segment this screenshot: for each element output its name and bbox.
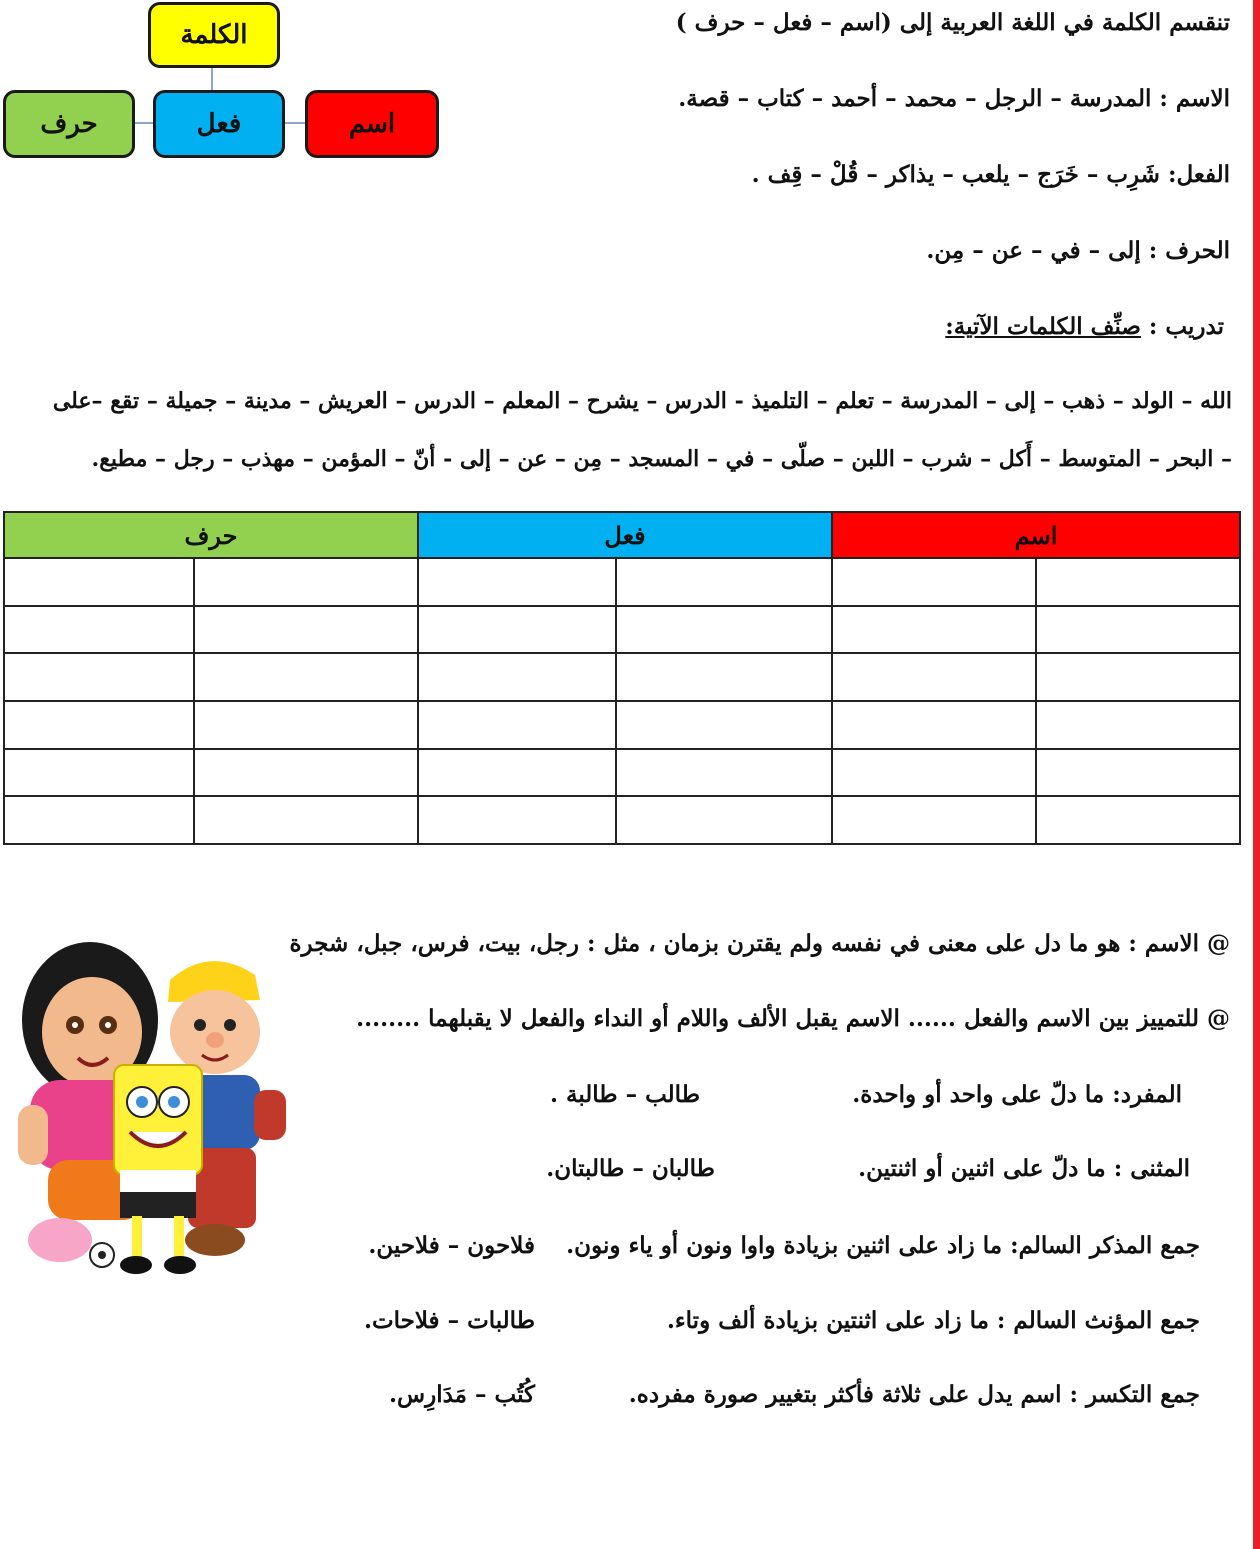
header-fel: فعل <box>418 512 832 558</box>
table-cell[interactable] <box>194 606 418 654</box>
table-row <box>4 701 1240 749</box>
table-cell[interactable] <box>194 558 418 606</box>
table-cell[interactable] <box>4 606 194 654</box>
table-cell[interactable] <box>194 796 418 844</box>
diagram-connector-vertical <box>211 68 213 90</box>
table-header-row <box>4 512 1240 558</box>
note-row-label: جمع التكسر : اسم يدل على ثلاثة فأكثر بتغيير صورة مفرده. <box>628 1381 1200 1408</box>
note-ism-definition: @ الاسم : هو ما دل على معنى في نفسه ولم يقترن بزمان ، مثل : رجل، بيت، فرس، جبل، شجرة <box>289 930 1230 957</box>
table-cell[interactable] <box>194 701 418 749</box>
table-row <box>4 749 1240 797</box>
diagram-connector-right <box>284 122 306 124</box>
intro-ism: الاسم : المدرسة – الرجل – محمد – أحمد – كتاب – قصة. <box>678 85 1230 112</box>
table-row <box>4 606 1240 654</box>
table-cell[interactable] <box>1036 749 1240 797</box>
table-cell[interactable] <box>616 701 832 749</box>
page-edge-line <box>1253 0 1260 1549</box>
exercise-words-line1: الله – الولد – ذهب – إلى – المدرسة – تعلم – التلميذ - الدرس – يشرح – المعلم – الدرس – العريش – مدينة – جميلة – تقع –على <box>52 388 1232 414</box>
table-cell[interactable] <box>832 796 1036 844</box>
table-cell[interactable] <box>1036 701 1240 749</box>
table-cell[interactable] <box>418 749 616 797</box>
note-row-example: طالب – طالبة . <box>549 1081 700 1108</box>
diagram-root-label: الكلمة <box>180 20 248 50</box>
sponge-toy <box>114 1065 202 1175</box>
table-cell[interactable] <box>832 749 1036 797</box>
table-cell[interactable] <box>832 558 1036 606</box>
exercise-words-line2: – البحر – المتوسط – أَكل – شرب – اللبن – صلّى – في – المسجد – مِن – عن – إلى - أنّ – المؤمن – مهذب – رجل – مطيع. <box>91 446 1232 472</box>
diagram-fel-box <box>153 90 285 158</box>
table-cell[interactable] <box>832 701 1036 749</box>
intro-line: تنقسم الكلمة في اللغة العربية إلى (اسم – فعل – حرف ) <box>675 9 1230 36</box>
header-ism: اسم <box>832 512 1240 558</box>
diagram-ism-label: اسم <box>348 109 396 139</box>
diagram-harf-label: حرف <box>40 109 98 139</box>
toys-image <box>10 920 300 1280</box>
table-cell[interactable] <box>194 653 418 701</box>
table-cell[interactable] <box>418 796 616 844</box>
table-cell[interactable] <box>4 701 194 749</box>
table-cell[interactable] <box>616 558 832 606</box>
table-cell[interactable] <box>616 796 832 844</box>
table-row <box>4 558 1240 606</box>
note-row-example: فلاحون – فلاحين. <box>368 1232 535 1259</box>
table-cell[interactable] <box>1036 606 1240 654</box>
intro-fel: الفعل: شَرِب – خَرَج – يلعب – يذاكر – قُلْ – قِف . <box>751 161 1230 188</box>
intro-harf: الحرف : إلى – في – عن – مِن. <box>926 237 1230 264</box>
note-distinguish: @ للتمييز بين الاسم والفعل ...... الاسم يقبل الألف واللام أو النداء والفعل لا يقبلهما ........ <box>356 1005 1230 1032</box>
exercise-prefix: تدريب : <box>1140 313 1224 340</box>
note-row-example: كُتُب – مَدَارِس. <box>389 1381 535 1408</box>
diagram-root-box <box>148 2 280 68</box>
diagram-fel-label: فعل <box>196 109 242 139</box>
header-harf: حرف <box>4 512 418 558</box>
table-cell[interactable] <box>1036 653 1240 701</box>
table-cell[interactable] <box>616 606 832 654</box>
note-row-label: المفرد: ما دلّ على واحد أو واحدة. <box>852 1081 1182 1108</box>
table-cell[interactable] <box>616 653 832 701</box>
classification-table <box>3 511 1241 845</box>
table-cell[interactable] <box>1036 558 1240 606</box>
note-row-label: جمع المؤنث السالم : ما زاد على اثنتين بزيادة ألف وتاء. <box>666 1307 1200 1334</box>
note-row-example: طالبان – طالبتان. <box>546 1155 715 1182</box>
table-cell[interactable] <box>418 606 616 654</box>
table-cell[interactable] <box>4 558 194 606</box>
diagram-ism-box <box>305 90 439 158</box>
note-row-label: جمع المذكر السالم: ما زاد على اثنين بزيادة واوا ونون أو ياء ونون. <box>566 1232 1200 1259</box>
table-cell[interactable] <box>4 653 194 701</box>
table-cell[interactable] <box>832 653 1036 701</box>
table-row <box>4 653 1240 701</box>
table-cell[interactable] <box>832 606 1036 654</box>
table-cell[interactable] <box>418 701 616 749</box>
diagram-harf-box <box>3 90 135 158</box>
note-row-example: طالبات – فلاحات. <box>363 1307 535 1334</box>
table-cell[interactable] <box>418 558 616 606</box>
table-cell[interactable] <box>418 653 616 701</box>
note-row-label: المثنى : ما دلّ على اثنين أو اثنتين. <box>858 1155 1190 1182</box>
table-cell[interactable] <box>4 796 194 844</box>
table-cell[interactable] <box>4 749 194 797</box>
table-row <box>4 796 1240 844</box>
exercise-heading <box>945 312 1224 342</box>
table-cell[interactable] <box>194 749 418 797</box>
table-cell[interactable] <box>616 749 832 797</box>
table-cell[interactable] <box>1036 796 1240 844</box>
exercise-title: صنِّف الكلمات الآتية: <box>945 313 1141 340</box>
diagram-connector-left <box>134 122 154 124</box>
